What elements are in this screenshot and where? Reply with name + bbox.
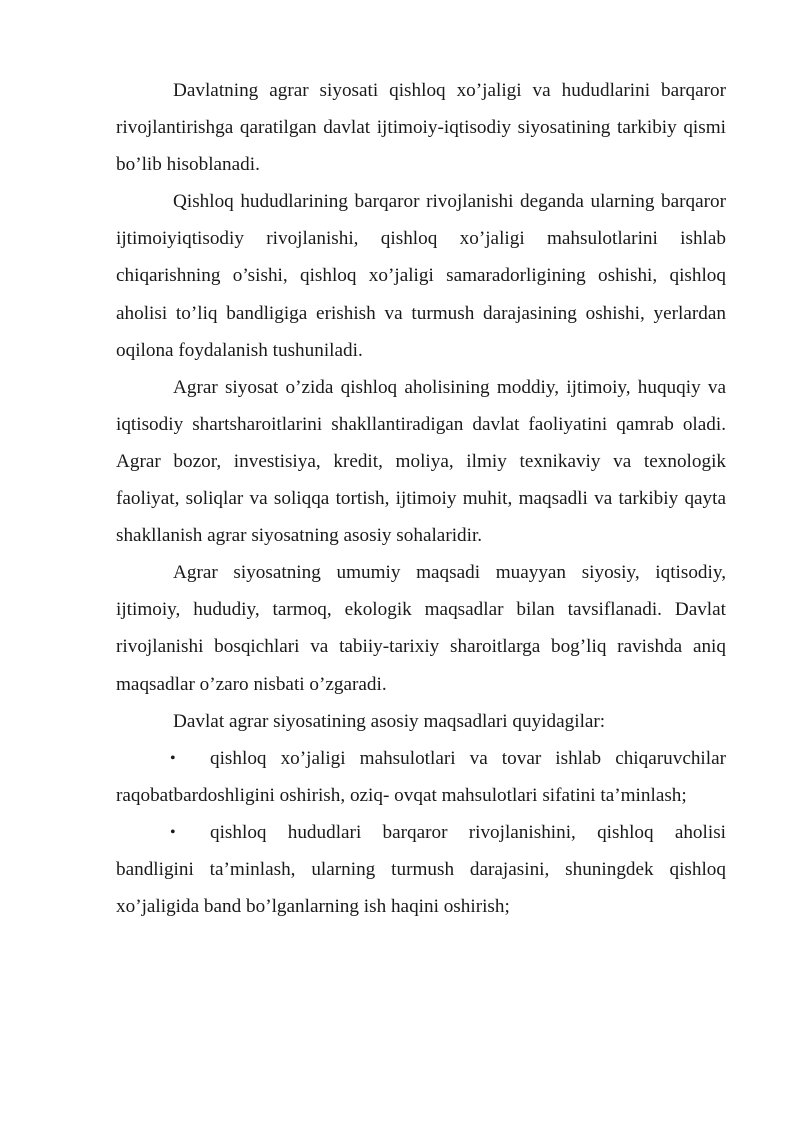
document-page	[116, 72, 726, 925]
list-item-text: qishloq hududlari barqaror rivojlanishini, qishloq aholisi bandligini ta’minlash, ularning turmush darajasini, shuningdek qishloq xo’jaligida band bo’lganlarning ish haqini oshirish;	[116, 821, 726, 918]
paragraph: Davlatning agrar siyosati qishloq xo’jaligi va hududlarini barqaror rivojlantirishga qaratilgan davlat ijtimoiy-iqtisodiy siyosatining tarkibiy qismi bo’lib hisoblanadi.	[116, 80, 726, 176]
bullet-icon: •	[170, 823, 176, 841]
bullet-icon: •	[170, 749, 176, 767]
list-item	[116, 814, 726, 925]
paragraph-list-intro: Davlat agrar siyosatining asosiy maqsadlari quyidagilar:	[173, 710, 606, 732]
paragraph: Agrar siyosat o’zida qishloq aholisining moddiy, ijtimoiy, huquqiy va iqtisodiy shartsharoitlarini shakllantiradigan davlat faoliyatini qamrab oladi. Agrar bozor, investisiya, kredit, moliya, ilmiy texnikaviy va texnologik faoliyat, soliqlar va soliqqa tortish, ijtimoiy muhit, maqsadli va tarkibiy qayta shakllanish agrar siyosatning asosiy sohalaridir.	[116, 376, 726, 547]
list-item	[116, 740, 726, 814]
list-item-text: qishloq xo’jaligi mahsulotlari va tovar ishlab chiqaruvchilar raqobatbardoshligini oshirish, oziq- ovqat mahsulotlari sifatini ta’minlash;	[116, 747, 726, 806]
paragraph: Qishloq hududlarining barqaror rivojlanishi deganda ularning barqaror ijtimoiyiqtisodiy rivojlanishi, qishloq xo’jaligi mahsulotlarini ishlab chiqarishning o’sishi, qishloq xo’jaligi samaradorligining oshishi, qishloq aholisi to’liq bandligiga erishish va turmush darajasining oshishi, yerlardan oqilona foydalanish tushuniladi.	[116, 191, 726, 361]
paragraph: Agrar siyosatning umumiy maqsadi muayyan siyosiy, iqtisodiy, ijtimoiy, hududiy, tarmoq, ekologik maqsadlar bilan tavsiflanadi. Davlat rivojlanishi bosqichlari va tabiiy-tarixiy sharoitlarga bog’liq ravishda aniq maqsadlar o’zaro nisbati o’zgaradi.	[116, 562, 726, 695]
